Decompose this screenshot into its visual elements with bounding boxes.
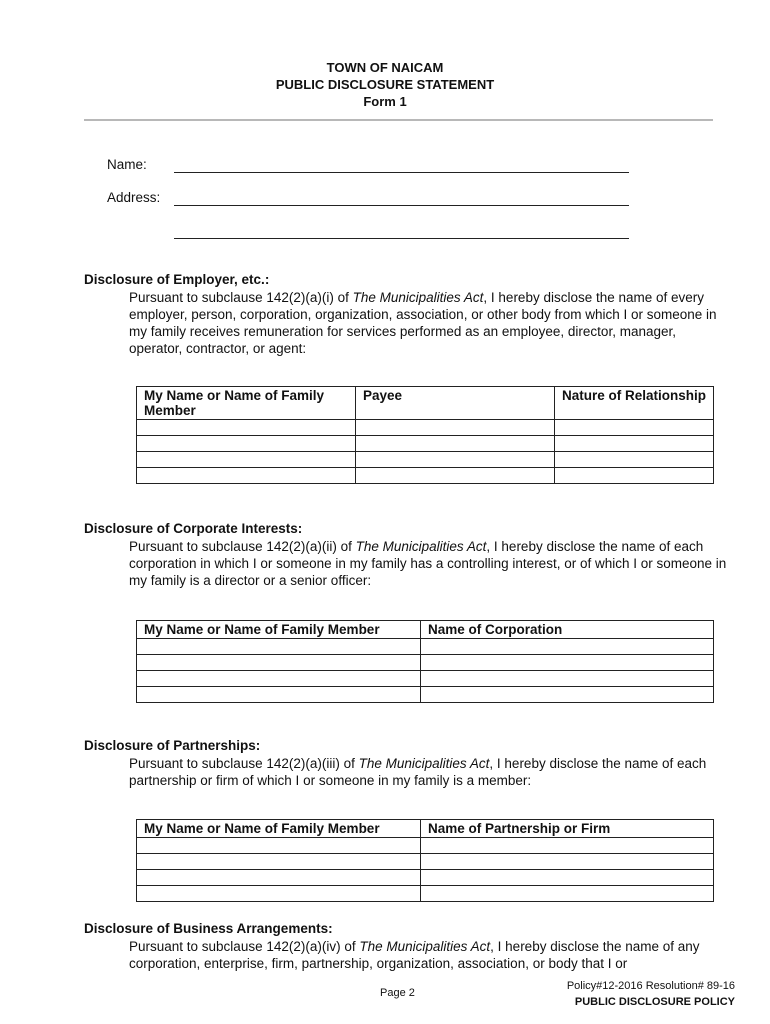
table-cell[interactable]	[421, 671, 714, 687]
policy-reference: Policy#12-2016 Resolution# 89-16	[566, 980, 735, 992]
page-number: Page 2	[380, 987, 415, 999]
table-cell[interactable]	[137, 886, 421, 902]
table-cell[interactable]	[137, 838, 421, 854]
table-cell[interactable]	[555, 468, 714, 484]
section-corporate-heading: Disclosure of Corporate Interests:	[84, 521, 303, 536]
policy-title: PUBLIC DISCLOSURE POLICY	[574, 996, 735, 1008]
section-partnerships-heading: Disclosure of Partnerships:	[84, 738, 261, 753]
section-employer-text: Pursuant to subclause 142(2)(a)(i) of The Municipalities Act, I hereby disclose the name of every employer, person, corporation, organization, association, or other body from which I or someone in my family receives remuneration for services performed as an employee, director, manager, operator, contractor, or agent:	[129, 290, 717, 356]
column-header: My Name or Name of Family Member	[137, 820, 421, 838]
table-cell[interactable]	[137, 452, 356, 468]
table-cell[interactable]	[356, 436, 555, 452]
table-cell[interactable]	[137, 468, 356, 484]
table-row	[137, 436, 714, 452]
table-cell[interactable]	[137, 639, 421, 655]
address-field-line-1[interactable]	[174, 195, 629, 206]
table-row	[137, 870, 714, 886]
table-cell[interactable]	[555, 436, 714, 452]
table-header-row	[137, 820, 714, 838]
corporate-table	[136, 620, 714, 703]
table-cell[interactable]	[421, 886, 714, 902]
table-row	[137, 854, 714, 870]
document-subtitle: PUBLIC DISCLOSURE STATEMENT	[275, 77, 495, 92]
column-header: Payee	[356, 387, 555, 420]
column-header: My Name or Name of Family Member	[137, 621, 421, 639]
table-header-row	[137, 621, 714, 639]
table-cell[interactable]	[137, 671, 421, 687]
name-field[interactable]	[174, 162, 629, 173]
table-header-row	[137, 387, 714, 420]
table-cell[interactable]	[421, 639, 714, 655]
table-row	[137, 420, 714, 436]
section-corporate-text: Pursuant to subclause 142(2)(a)(ii) of The Municipalities Act, I hereby disclose the name of each corporation in which I or someone in my family has a controlling interest, or of which I or someone in my family is a director or a senior officer:	[129, 539, 727, 588]
table-row	[137, 468, 714, 484]
table-row	[137, 838, 714, 854]
table-cell[interactable]	[137, 687, 421, 703]
address-field-line-2[interactable]	[174, 228, 629, 239]
section-partnerships-text: Pursuant to subclause 142(2)(a)(iii) of The Municipalities Act, I hereby disclose the name of each partnership or firm of which I or someone in my family is a member:	[129, 756, 707, 788]
employer-table	[136, 386, 714, 484]
table-cell[interactable]	[137, 870, 421, 886]
table-cell[interactable]	[555, 420, 714, 436]
table-cell[interactable]	[356, 420, 555, 436]
table-row	[137, 655, 714, 671]
table-cell[interactable]	[421, 854, 714, 870]
table-cell[interactable]	[421, 655, 714, 671]
table-cell[interactable]	[137, 420, 356, 436]
address-label: Address:	[107, 190, 161, 205]
table-cell[interactable]	[356, 468, 555, 484]
section-employer-heading: Disclosure of Employer, etc.:	[84, 272, 270, 287]
table-row	[137, 671, 714, 687]
partnerships-table	[136, 819, 714, 902]
document-title: TOWN OF NAICAM	[326, 60, 444, 75]
section-business-text: Pursuant to subclause 142(2)(a)(iv) of The Municipalities Act, I hereby disclose the name of any corporation, enterprise, firm, partnership, organization, association, or body that I or	[129, 939, 700, 971]
header-divider	[84, 119, 713, 121]
table-cell[interactable]	[137, 854, 421, 870]
table-cell[interactable]	[137, 655, 421, 671]
form-number: Form 1	[363, 94, 407, 109]
table-row	[137, 687, 714, 703]
column-header: Name of Partnership or Firm	[421, 820, 714, 838]
table-cell[interactable]	[421, 870, 714, 886]
table-cell[interactable]	[356, 452, 555, 468]
column-header: Name of Corporation	[421, 621, 714, 639]
table-cell[interactable]	[555, 452, 714, 468]
name-label: Name:	[107, 157, 147, 172]
column-header: Nature of Relationship	[555, 387, 714, 420]
table-row	[137, 452, 714, 468]
table-row	[137, 886, 714, 902]
table-cell[interactable]	[421, 838, 714, 854]
table-cell[interactable]	[421, 687, 714, 703]
section-business-heading: Disclosure of Business Arrangements:	[84, 921, 333, 936]
table-cell[interactable]	[137, 436, 356, 452]
column-header: My Name or Name of Family Member	[137, 387, 356, 420]
table-row	[137, 639, 714, 655]
